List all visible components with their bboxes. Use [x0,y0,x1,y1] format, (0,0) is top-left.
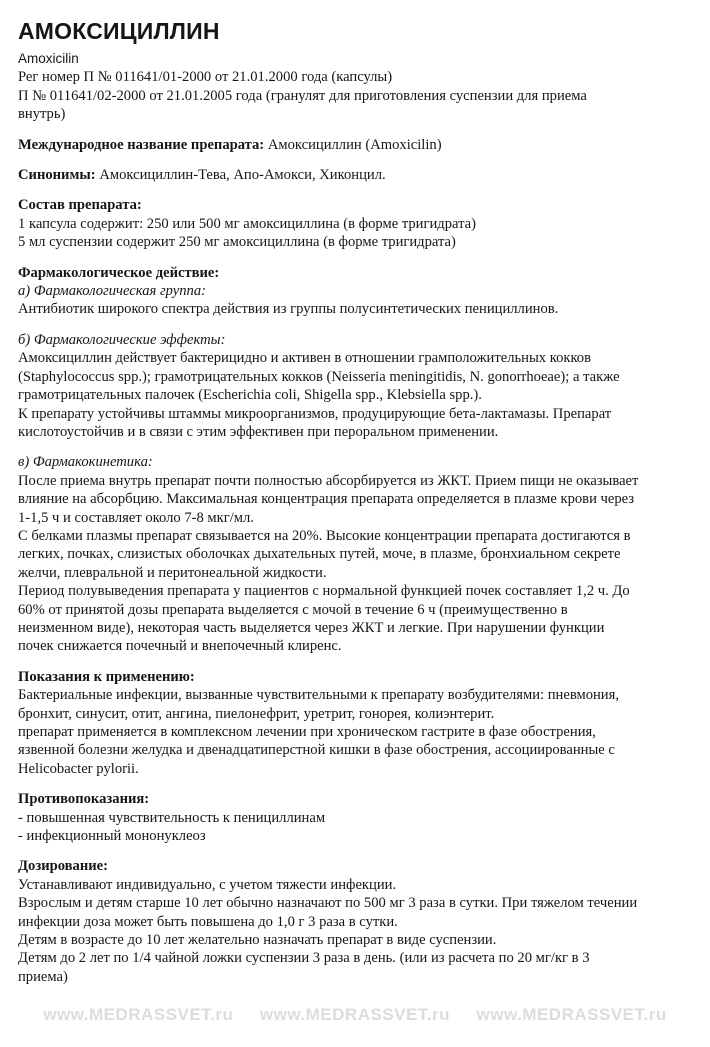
pharm-kinetics-line: 1-1,5 ч и составляет около 7-8 мкг/мл. [18,509,254,526]
watermark-row [0,1005,710,1025]
indications-line: Бактериальные инфекции, вызванные чувствительными к препарату возбудителями: пневмония, [18,687,619,704]
composition-line: 5 мл суспензии содержит 250 мг амоксициллина (в форме тригидрата) [18,234,456,251]
pharm-kinetics-line: Период полувыведения препарата у пациентов с нормальной функцией почек составляет 1,2 ч. До [18,583,630,600]
pharm-effects-line: грамотрицательных палочек (Escherichia coli, Shigella spp., Klebsiella spp.). [18,387,482,404]
pharm-kinetics-line: легких, почках, слизистых оболочках дыхательных путей, моче, в плазме, бронхиальном секрете [18,546,621,563]
indications-line: язвенной болезни желудка и двенадцатиперстной кишки в фазе обострения, ассоциированные с [18,742,615,759]
dosage-heading: Дозирование: [18,858,108,875]
contraindications-line: - инфекционный мононуклеоз [18,828,206,845]
dosage-line: Детям в возрасте до 10 лет желательно назначать препарат в виде суспензии. [18,932,497,949]
contraindications-heading: Противопоказания: [18,791,150,808]
reg-line-3: внутрь) [18,106,66,123]
pharm-kinetics-line: почек снижается почечный и внепочечный клиренс. [18,638,342,655]
dosage-line: Взрослым и детям старше 10 лет обычно назначают по 500 мг 3 раза в сутки. При тяжелом течении [18,895,638,912]
pharm-effects-line: кислотоустойчив и в связи с этим эффективен при пероральном применении. [18,423,499,440]
dosage-line: Устанавливают индивидуально, с учетом тяжести инфекции. [18,876,397,893]
drug-title: АМОКСИЦИЛЛИН [18,18,220,44]
watermark-text: www.MEDRASSVET.ru [259,1005,451,1024]
contraindications-line: - повышенная чувствительность к пенициллинам [18,809,326,826]
synonyms [18,166,696,184]
indications-line: препарат применяется в комплексном лечении при хроническом гастрите в фазе обострения, [18,724,596,740]
watermark-text: www.MEDRASSVET.ru [43,1005,234,1024]
pharm-effects-line: Амоксициллин действует бактерицидно и активен в отношении грамположительных кокков [18,350,591,367]
pharm-kinetics-line: неизменном виде), некоторая часть выделяется через ЖКТ и легкие. При нарушении функции [18,619,605,636]
international-name [18,136,696,154]
dosage-line: инфекции доза может быть повышена до 1,0 г 3 раза в сутки. [18,913,398,930]
pharm-effects-subheading: б) Фармакологические эффекты: [18,331,226,348]
indications-line: Helicobacter pylorii. [18,760,139,777]
pharm-action-heading: Фармакологическое действие: [18,264,220,281]
synonyms-label: Синонимы: [18,167,96,184]
international-value: Амоксициллин (Amoxicilin) [264,136,442,153]
dosage-line: Детям до 2 лет по 1/4 чайной ложки суспензии 3 раза в день. (или из расчета по 20 мг/кг в 3 [18,950,590,967]
dosage-line: приема) [18,968,68,985]
composition-line: 1 капсула содержит: 250 или 500 мг амоксициллина (в форме тригидрата) [18,215,476,232]
pharm-kinetics-subheading: в) Фармакокинетика: [18,454,153,471]
indications-line: бронхит, синусит, отит, ангина, пиелонефрит, уретрит, гонорея, колиэнтерит. [18,705,495,722]
watermark-text: www.MEDRASSVET.ru [476,1005,667,1024]
pharm-kinetics-line: После приема внутрь препарат почти полностью абсорбируется из ЖКТ. Прием пищи не оказывает [18,472,639,489]
pharm-kinetics-line: С белками плазмы препарат связывается на 20%. Высокие концентрации препарата достигаются в [18,527,631,544]
pharm-kinetics-line: желчи, плевральной и перитонеальной жидкости. [18,564,327,581]
international-label: Международное название препарата: [18,136,265,153]
pharm-group-line: Антибиотик широкого спектра действия из группы полусинтетических пенициллинов. [18,301,559,318]
pharm-group-subheading: а) Фармакологическая группа: [18,283,206,300]
composition-heading: Состав препарата: [18,197,142,214]
indications-heading: Показания к применению: [18,668,195,685]
pharm-kinetics-line: 60% от принятой дозы препарата выделяется с мочой в течение 6 ч (преимущественно в [18,601,568,618]
latin-name: Amoxicilin [18,51,79,66]
pharm-effects-line: К препарату устойчивы штаммы микроорганизмов, продуцирующие бета-лактамазы. Препарат [18,405,612,422]
synonyms-value: Амоксициллин-Тева, Апо-Амокси, Хиконцил. [95,167,386,184]
reg-line-1: Рег номер П № 011641/01-2000 от 21.01.2000 года (капсулы) [18,69,393,86]
pharm-effects-line: (Staphylococcus spp.); грамотрицательных кокков (Neisseria meningitidis, N. gonorrhoeae); а также [18,368,620,385]
reg-line-2: П № 011641/02-2000 от 21.01.2005 года (гранулят для приготовления суспензии для приема [18,87,587,104]
pharm-kinetics-line: влияние на абсорбцию. Максимальная концентрация препарата определяется в плазме крови через [18,491,635,508]
